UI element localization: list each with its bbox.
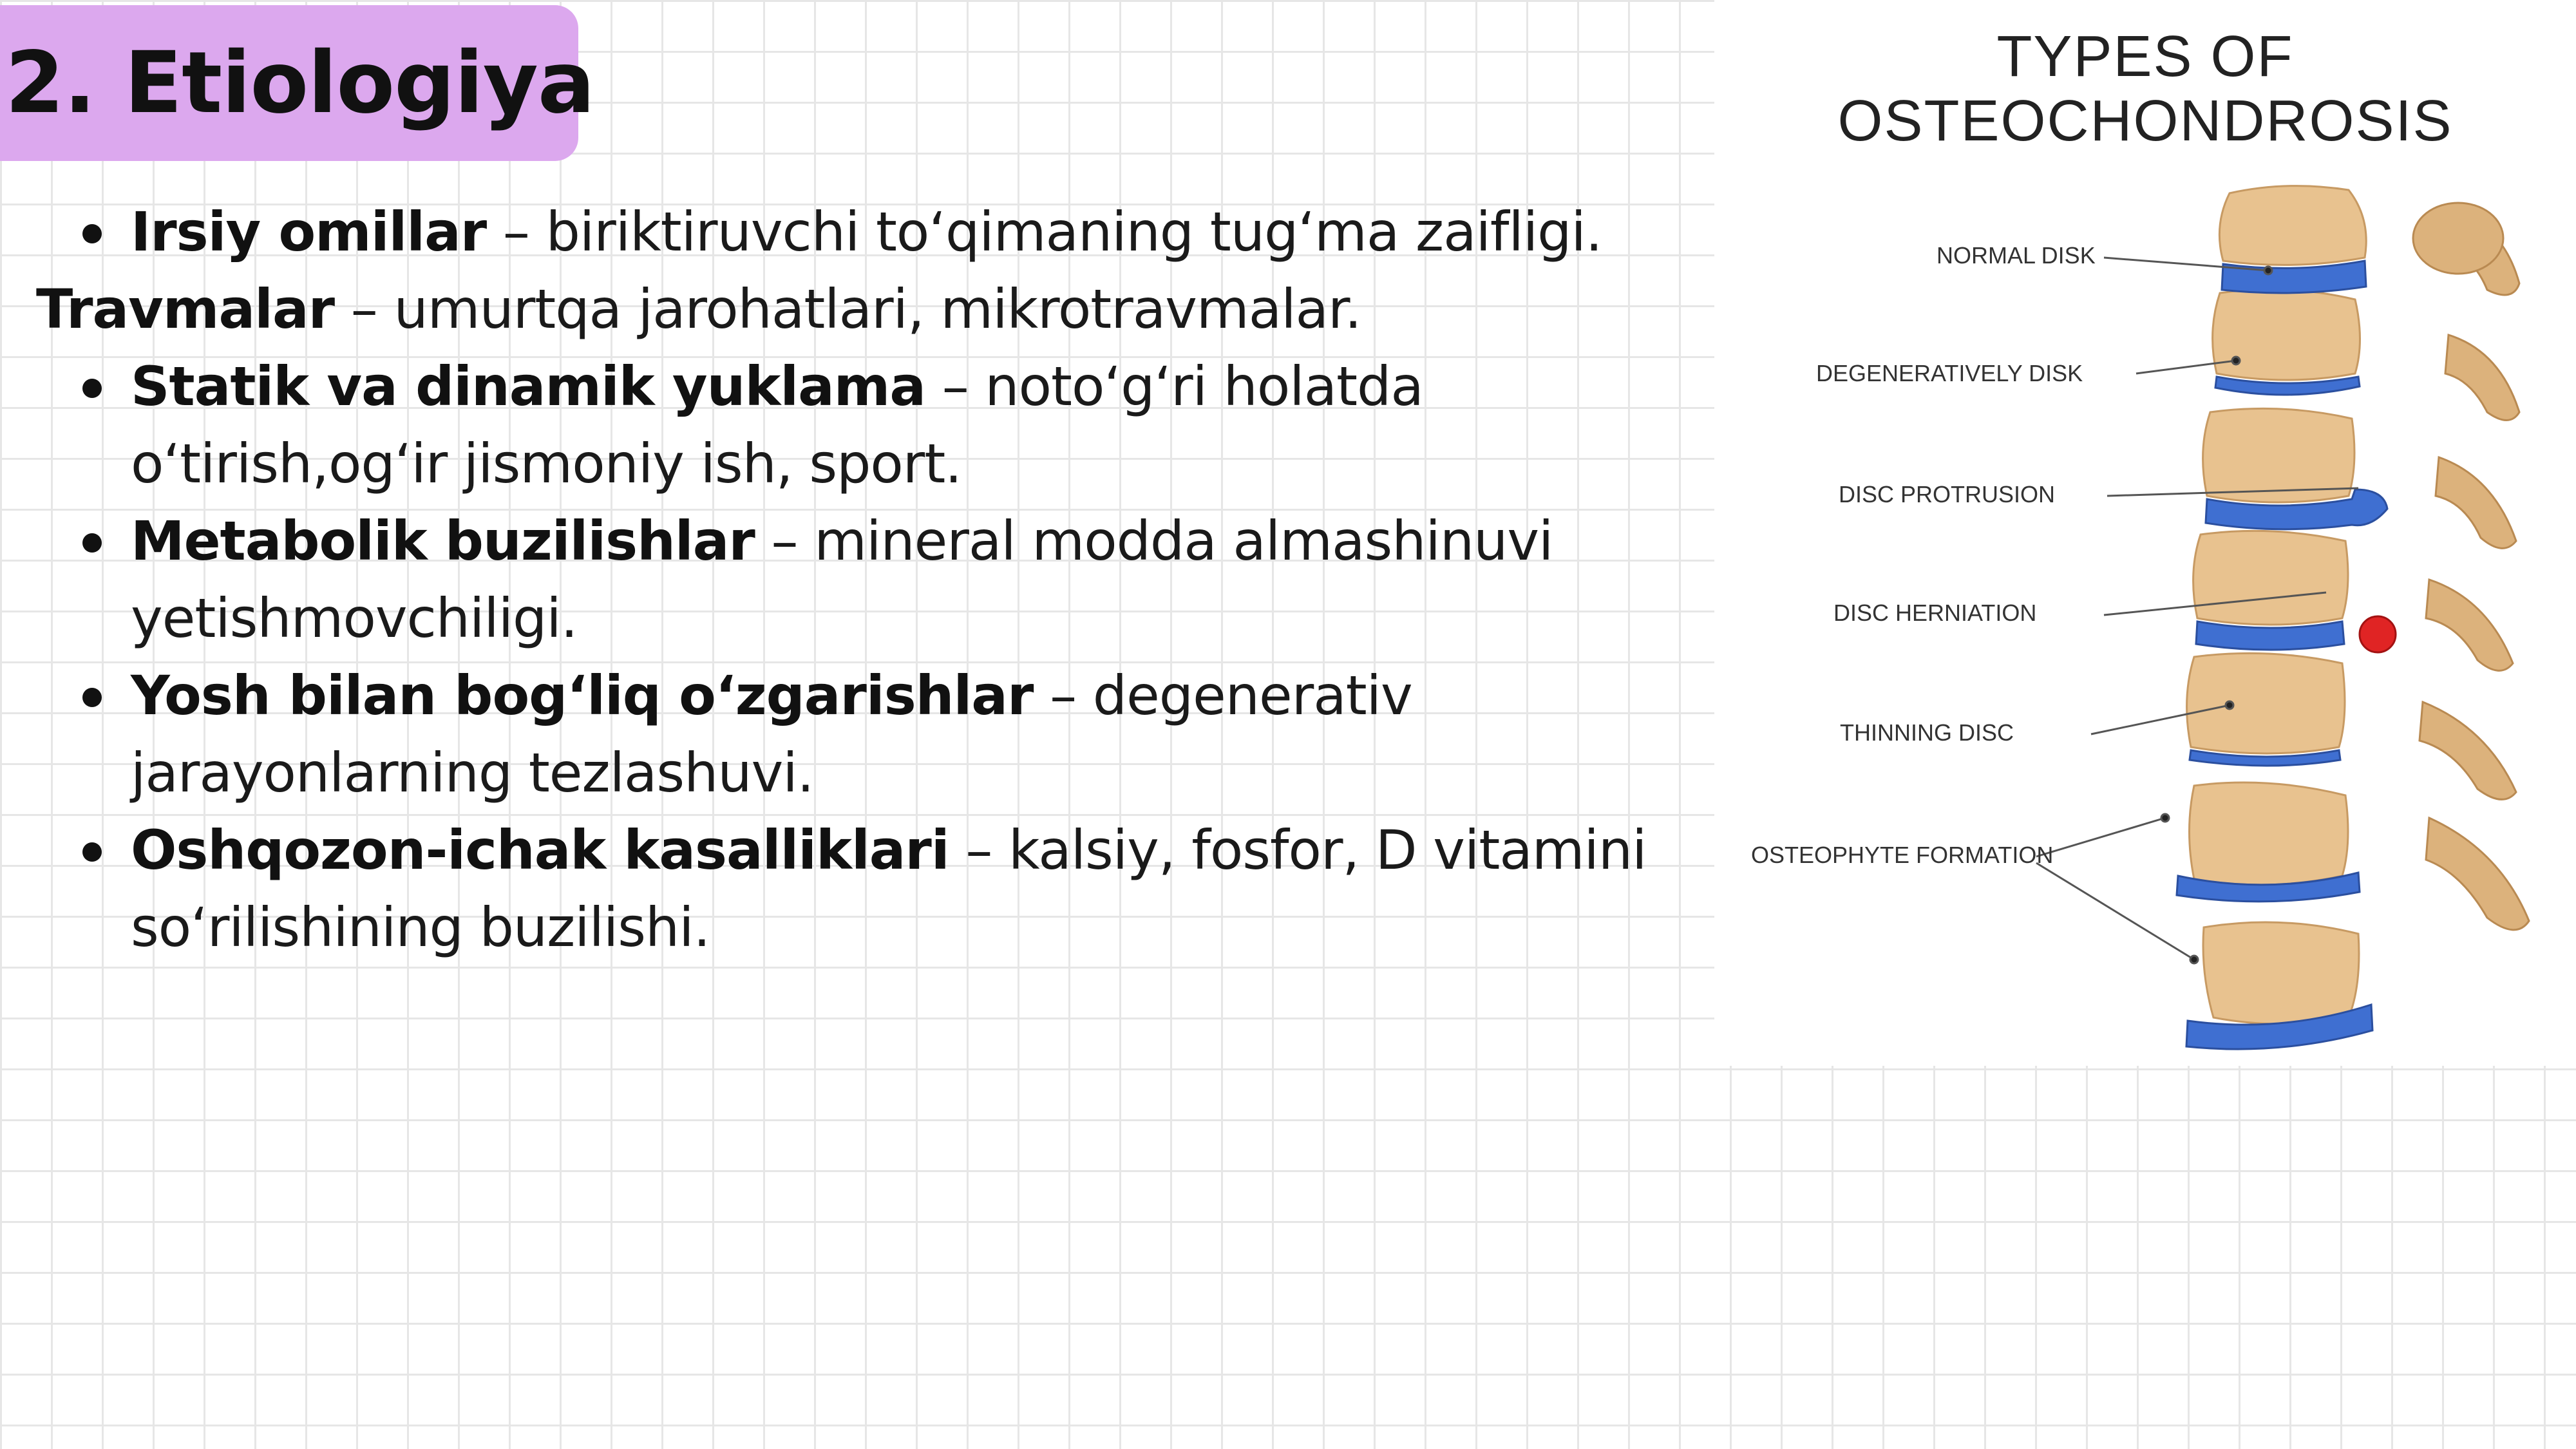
list-item <box>0 657 1713 811</box>
item-text: – degenerativ jarayonlarning tezlashuvi. <box>131 664 1412 804</box>
bullet-list <box>0 193 1713 966</box>
item-term: Statik va dinamik yuklama <box>131 355 926 418</box>
title-banner <box>0 5 594 161</box>
label-degenerative-disk: DEGENERATIVELY DISK <box>1816 360 2083 386</box>
label-thinning-disc: THINNING DISC <box>1840 719 2014 746</box>
bullet-dot <box>82 379 102 398</box>
bullet-dot <box>82 533 102 553</box>
item-term: Oshqozon-ichak kasalliklari <box>131 819 949 882</box>
spinous-processes <box>2413 203 2529 930</box>
item-text: – mineral modda almashinuvi yetishmovchiligi. <box>131 509 1553 650</box>
slide-title: 2. Etiologiya <box>5 33 594 133</box>
list-item <box>0 811 1713 966</box>
item-text: – biriktiruvchi to‘qimaning tug‘ma zaifligi. <box>486 200 1602 263</box>
list-item <box>0 270 1713 348</box>
label-normal-disk: NORMAL DISK <box>1937 242 2096 269</box>
bullet-dot <box>82 688 102 707</box>
spine-illustration <box>1714 0 2576 1066</box>
label-disc-herniation: DISC HERNIATION <box>1833 600 2037 626</box>
figure-title-line-1: TYPES OF <box>1996 24 2294 89</box>
item-text: – kalsiy, fosfor, D vitamini so‘rilishining buzilishi. <box>131 819 1647 959</box>
disc-herniation <box>2196 621 2344 650</box>
list-item <box>0 348 1713 502</box>
list-item <box>0 193 1713 270</box>
figure-title-line-2: OSTEOCHONDROSIS <box>1837 89 2453 153</box>
list-item <box>0 502 1713 657</box>
item-term: Yosh bilan bog‘liq o‘zgarishlar <box>131 664 1034 727</box>
osteochondrosis-figure <box>1714 0 2576 1066</box>
item-term: Travmalar <box>36 278 335 341</box>
herniation-bulge <box>2360 616 2396 652</box>
label-disc-protrusion: DISC PROTRUSION <box>1839 481 2056 507</box>
bullet-dot <box>82 224 102 243</box>
item-term: Irsiy omillar <box>131 200 487 263</box>
label-osteophyte-formation: OSTEOPHYTE FORMATION <box>1751 842 2054 868</box>
item-text: – noto‘g‘ri holatda o‘tirish,og‘ir jismoniy ish, sport. <box>131 355 1423 495</box>
item-term: Metabolik buzilishlar <box>131 509 755 573</box>
item-text: – umurtqa jarohatlari, mikrotravmalar. <box>334 278 1361 341</box>
bullet-dot <box>82 842 102 862</box>
